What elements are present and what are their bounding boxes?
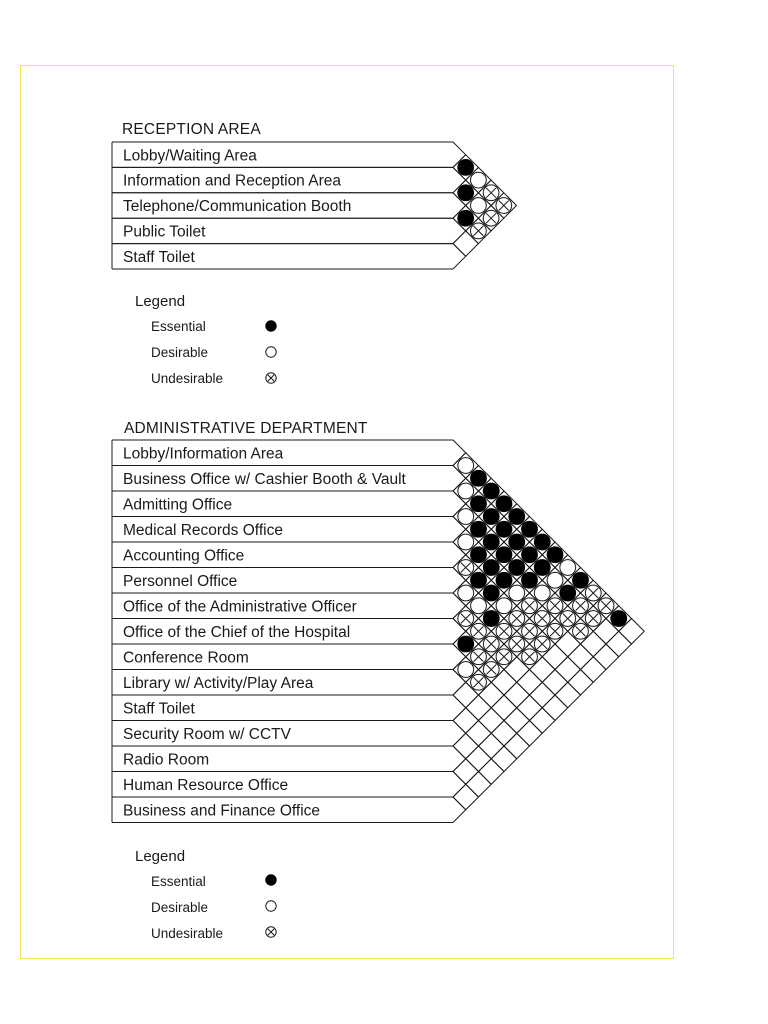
row-label: Security Room w/ CCTV: [123, 725, 291, 743]
undesirable-symbol: [509, 636, 525, 652]
undesirable-symbol: [573, 598, 589, 614]
legend-undesirable-label: Undesirable: [151, 371, 224, 386]
row-label: Business and Finance Office: [123, 802, 321, 820]
essential-legend-symbol: [266, 875, 276, 885]
desirable-symbol: [458, 458, 474, 474]
relation-cell: [491, 721, 517, 747]
row-label: Human Resource Office: [123, 776, 289, 794]
relation-cell: [453, 759, 479, 785]
undesirable-symbol: [496, 649, 512, 665]
essential-symbol: [458, 160, 474, 176]
undesirable-symbol: [496, 623, 512, 639]
undesirable-symbol: [483, 662, 499, 678]
essential-symbol: [496, 496, 512, 512]
legend-reception: [135, 293, 276, 386]
desirable-symbol: [458, 585, 474, 601]
relation-cell: [491, 695, 517, 721]
relation-cell: [581, 657, 607, 683]
legend-desirable-label: Desirable: [151, 900, 209, 915]
reception-relation-grid: [453, 155, 517, 257]
undesirable-symbol: [471, 674, 487, 690]
essential-symbol: [458, 185, 474, 201]
desirable-symbol: [471, 598, 487, 614]
relation-cell: [530, 682, 556, 708]
essential-symbol: [483, 585, 499, 601]
legend-title: Legend: [135, 293, 186, 310]
essential-symbol: [573, 572, 589, 588]
reception-area-title: RECEPTION AREA: [122, 121, 261, 138]
administrative-row-labels: [123, 445, 407, 819]
relation-cell: [504, 708, 530, 734]
essential-symbol: [483, 509, 499, 525]
relation-cell: [593, 644, 619, 670]
relation-cell: [479, 759, 505, 785]
essential-symbol: [522, 572, 538, 588]
essential-symbol: [458, 210, 474, 226]
legend-essential-label: Essential: [151, 874, 206, 889]
desirable-symbol: [496, 598, 512, 614]
undesirable-symbol: [522, 598, 538, 614]
essential-symbol: [483, 560, 499, 576]
essential-symbol: [483, 611, 499, 627]
undesirable-symbol: [560, 611, 576, 627]
relation-cell: [466, 695, 492, 721]
relation-cell: [542, 695, 568, 721]
undesirable-symbol: [458, 611, 474, 627]
desirable-symbol: [534, 585, 550, 601]
essential-symbol: [496, 572, 512, 588]
row-label: Lobby/Information Area: [123, 445, 284, 463]
essential-symbol: [509, 560, 525, 576]
relation-cell: [530, 708, 556, 734]
row-label: Personnel Office: [123, 572, 238, 590]
undesirable-symbol: [598, 598, 614, 614]
undesirable-symbol: [534, 636, 550, 652]
row-label: Information and Reception Area: [123, 172, 341, 190]
legend-undesirable-label: Undesirable: [151, 926, 224, 941]
row-label: Staff Toilet: [123, 248, 195, 266]
legend-desirable-label: Desirable: [151, 345, 209, 360]
relation-cell: [606, 631, 632, 657]
relation-cell: [517, 670, 543, 696]
desirable-symbol: [509, 585, 525, 601]
reception-area-section: [112, 121, 517, 269]
relation-cell: [517, 721, 543, 747]
row-label: Telephone/Communication Booth: [123, 198, 352, 216]
legend-essential-label: Essential: [151, 319, 206, 334]
undesirable-symbol: [547, 623, 563, 639]
row-label: Conference Room: [123, 649, 249, 667]
row-label: Medical Records Office: [123, 521, 283, 539]
undesirable-symbol: [471, 223, 487, 239]
relation-cell: [568, 644, 594, 670]
relation-cell: [466, 721, 492, 747]
essential-symbol: [483, 483, 499, 499]
row-label: Library w/ Activity/Play Area: [123, 674, 314, 692]
relation-cell: [453, 708, 479, 734]
essential-legend-symbol: [266, 321, 276, 331]
administrative-relation-grid: [453, 453, 644, 810]
essential-symbol: [471, 572, 487, 588]
relation-cell: [466, 772, 492, 798]
relation-cell: [453, 784, 479, 810]
desirable-symbol: [458, 534, 474, 550]
relation-cell: [555, 657, 581, 683]
legend-symbols: [266, 321, 276, 383]
legend-symbols: [266, 875, 276, 937]
relation-cell: [453, 733, 479, 759]
essential-symbol: [458, 636, 474, 652]
desirable-symbol: [547, 572, 563, 588]
undesirable-legend-symbol: [266, 373, 276, 383]
relation-cell: [479, 708, 505, 734]
undesirable-symbol: [522, 649, 538, 665]
row-label: Radio Room: [123, 751, 210, 769]
legend-title: Legend: [135, 848, 186, 865]
relation-cell: [504, 682, 530, 708]
undesirable-symbol: [483, 636, 499, 652]
desirable-symbol: [560, 560, 576, 576]
undesirable-symbol: [483, 210, 499, 226]
undesirable-symbol: [471, 623, 487, 639]
essential-symbol: [522, 521, 538, 537]
undesirable-symbol: [522, 623, 538, 639]
undesirable-symbol: [458, 560, 474, 576]
administrative-department-title: ADMINISTRATIVE DEPARTMENT: [124, 420, 368, 437]
essential-symbol: [534, 560, 550, 576]
row-label: Office of the Administrative Officer: [123, 598, 357, 616]
row-label: Staff Toilet: [123, 700, 195, 718]
essential-symbol: [471, 521, 487, 537]
desirable-legend-symbol: [266, 901, 276, 911]
desirable-symbol: [458, 509, 474, 525]
undesirable-symbol: [471, 649, 487, 665]
essential-symbol: [534, 534, 550, 550]
row-label: Accounting Office: [123, 547, 245, 565]
row-label: Business Office w/ Cashier Booth & Vault: [123, 470, 406, 488]
undesirable-symbol: [585, 585, 601, 601]
essential-symbol: [471, 470, 487, 486]
desirable-legend-symbol: [266, 347, 276, 357]
essential-symbol: [496, 547, 512, 563]
undesirable-legend-symbol: [266, 927, 276, 937]
reception-row-labels: [123, 147, 351, 266]
undesirable-symbol: [534, 611, 550, 627]
relation-cell: [568, 670, 594, 696]
essential-symbol: [471, 496, 487, 512]
legend-administrative: [135, 848, 276, 941]
relation-cell: [542, 670, 568, 696]
desirable-symbol: [471, 172, 487, 188]
essential-symbol: [509, 509, 525, 525]
relation-cell: [517, 695, 543, 721]
desirable-symbol: [458, 662, 474, 678]
row-label: Lobby/Waiting Area: [123, 147, 257, 165]
desirable-symbol: [458, 483, 474, 499]
relation-cell: [555, 682, 581, 708]
essential-symbol: [522, 547, 538, 563]
undesirable-symbol: [496, 198, 512, 214]
desirable-symbol: [471, 198, 487, 214]
relation-cell: [491, 746, 517, 772]
relation-cell: [479, 733, 505, 759]
undesirable-symbol: [573, 623, 589, 639]
row-label: Office of the Chief of the Hospital: [123, 623, 351, 641]
undesirable-symbol: [483, 185, 499, 201]
undesirable-symbol: [547, 598, 563, 614]
essential-symbol: [509, 534, 525, 550]
essential-symbol: [496, 521, 512, 537]
undesirable-symbol: [509, 611, 525, 627]
relation-cell: [466, 746, 492, 772]
row-label: Public Toilet: [123, 223, 206, 241]
undesirable-symbol: [585, 611, 601, 627]
essential-symbol: [547, 547, 563, 563]
essential-symbol: [560, 585, 576, 601]
essential-symbol: [611, 611, 627, 627]
administrative-department-section: [112, 420, 644, 823]
essential-symbol: [483, 534, 499, 550]
row-label: Admitting Office: [123, 496, 233, 514]
essential-symbol: [471, 547, 487, 563]
relation-cell: [504, 733, 530, 759]
